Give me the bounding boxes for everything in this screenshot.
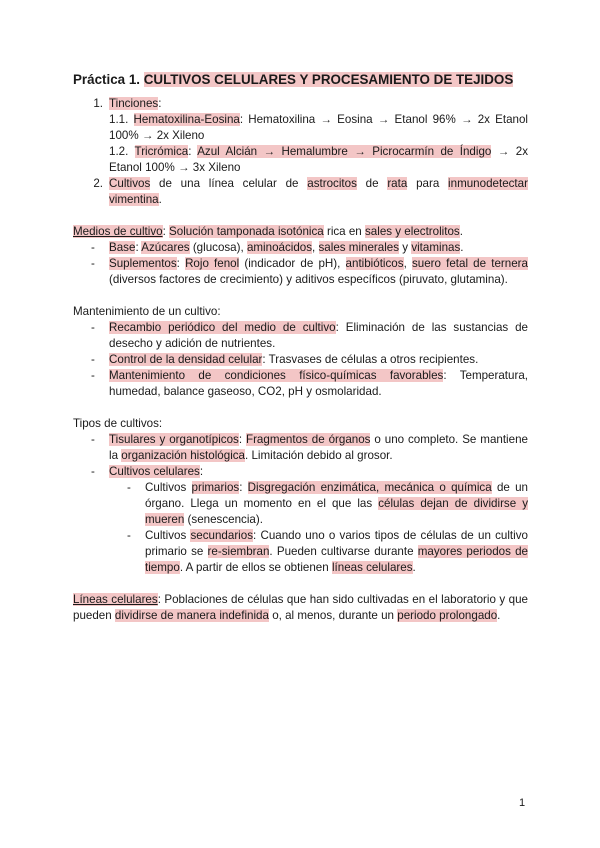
- highlight: rata: [387, 177, 408, 190]
- highlight: Fragmentos de órganos: [245, 433, 371, 446]
- text: y: [402, 241, 409, 254]
- label: Base: [109, 241, 136, 254]
- tipos-section: [73, 416, 528, 576]
- text: Limitación debido al grosor.: [251, 449, 393, 462]
- highlight: Recambio periódico del medio de cultivo: [109, 321, 336, 334]
- section-heading: Tipos de cultivos:: [73, 417, 163, 430]
- highlight: sales y electrolitos: [365, 225, 460, 238]
- list-subitem: 1.2. Tricrómica: Azul Alcián → Hemalumbre → Picrocarmín de Índigo → 2x Etanol 100% → 3x Xileno: [109, 145, 529, 174]
- subitem-number: 1.1.: [109, 113, 129, 126]
- highlight: suero fetal de ternera: [411, 257, 528, 270]
- highlight: astrocitos: [307, 177, 357, 190]
- section-heading: Líneas celulares: [73, 593, 158, 606]
- title-main: CULTIVOS CELULARES Y PROCESAMIENTO DE TEJIDOS: [143, 72, 514, 87]
- list-item: - Cultivos celulares:: [91, 465, 204, 478]
- list-item: - Base: Azúcares (glucosa), aminoácidos, sales minerales y vitaminas.: [91, 241, 464, 254]
- label: Suplementos: [109, 257, 177, 270]
- text: Cultivos: [145, 529, 187, 542]
- highlight: células dejan de dividirse y mueren: [145, 497, 528, 526]
- tinciones-label: Tinciones: [109, 97, 159, 110]
- highlight: Cultivos: [109, 177, 151, 190]
- section-heading: Medios de cultivo: [73, 225, 163, 238]
- text: rica en: [326, 225, 362, 238]
- highlight: inmunodetectar vimentina: [109, 177, 528, 206]
- text: (senescencia).: [187, 513, 263, 526]
- highlight: secundarios: [190, 529, 253, 542]
- highlight: Azúcares: [141, 241, 190, 254]
- list-number: 1.: [93, 97, 103, 110]
- medios-section: Medios de cultivo: Solución tamponada isotónica rica en sales y electrolitos. - Base: Azúcares (glucosa), aminoácidos, sales minerales y vitaminas. - Suplementos: Rojo fenol (indicador de pH), antibióticos, suero fetal de ternera (diversos factores de crecimiento) y aditivos específicos (piruvato, glutamina).: [73, 225, 528, 286]
- highlight: sales minerales: [318, 241, 400, 254]
- highlight: mayores periodos de tiempo: [145, 545, 528, 574]
- stain-sequence-highlight: Azul Alcián → Hemalumbre → Picrocarmín de Índigo: [197, 145, 492, 158]
- highlight: Rojo fenol: [185, 257, 240, 270]
- list-item: 2. Cultivos de una línea celular de astrocitos de rata para inmunodetectar vimentina.: [73, 176, 528, 208]
- text: para: [416, 177, 440, 190]
- list-subitem: - Cultivos primarios: Disgregación enzimática, mecánica o química de un órgano. Llega un momento en el que las células dejan de dividirse y mueren (senescencia).: [127, 481, 528, 526]
- highlight: dividirse de manera indefinida: [114, 609, 269, 622]
- text: Poblaciones de células que han sido cultivadas en el laboratorio y que pueden: [73, 593, 528, 622]
- highlight: líneas celulares: [331, 561, 413, 574]
- list-subitem: - Cultivos secundarios: Cuando uno o varios tipos de células de un cultivo primario se re-siembran. Pueden cultivarse durante mayores periodos de tiempo. A partir de ellos se obtienen líneas celulares.: [127, 529, 528, 574]
- text: Pueden cultivarse durante: [276, 545, 414, 558]
- mantenimiento-section: [73, 304, 528, 400]
- highlight: Control de la densidad celular: [109, 353, 263, 366]
- list-item: - Suplementos: Rojo fenol (indicador de pH), antibióticos, suero fetal de ternera (diversos factores de crecimiento) y aditivos específicos (piruvato, glutamina).: [91, 257, 528, 286]
- section-heading: Mantenimiento de un cultivo:: [73, 305, 221, 318]
- stain-name: Tricrómica: [134, 145, 189, 158]
- highlight: Solución tamponada isotónica: [169, 225, 324, 238]
- text: Cuando uno o varios tipos de células de un cultivo primario se: [145, 529, 528, 558]
- highlight: Mantenimiento de condiciones físico-químicas favorables: [109, 369, 444, 382]
- text: (diversos factores de crecimiento) y aditivos específicos (piruvato, glutamina).: [109, 273, 508, 286]
- highlight: Tisulares y organotípicos: [109, 433, 239, 446]
- highlight: Disgregación enzimática, mecánica o química: [247, 481, 492, 494]
- text: o, al menos, durante un: [272, 609, 395, 622]
- document-page: [73, 70, 528, 624]
- page-number: 1: [519, 797, 526, 809]
- text: de un órgano. Llega un momento en el que las: [145, 481, 528, 510]
- text: Eliminación de las sustancias de desecho y adición de nutrientes.: [109, 321, 529, 350]
- highlight: antibióticos: [345, 257, 404, 270]
- text: de: [365, 177, 379, 190]
- text: Temperatura, humedad, balance gaseoso, CO2, pH y osmolaridad.: [109, 369, 529, 398]
- subitem-number: 1.2.: [109, 145, 129, 158]
- list-item: - Tisulares y organotípicos: Fragmentos de órganos o uno completo. Se mantiene la organización histológica. Limitación debido al grosor.: [91, 433, 528, 462]
- title-prefix: Práctica 1.: [73, 72, 144, 87]
- stain-sequence: Hematoxilina → Eosina → Etanol 96% → 2x Etanol 100% → 2x Xileno: [109, 113, 528, 142]
- highlight: organización histológica: [121, 449, 246, 462]
- highlight: periodo prolongado: [397, 609, 498, 622]
- text: Trasvases de células a otros recipientes.: [268, 353, 479, 366]
- highlight: primarios: [191, 481, 240, 494]
- highlight: Cultivos celulares: [109, 465, 200, 478]
- highlight: aminoácidos: [246, 241, 313, 254]
- list-number: 2.: [93, 177, 103, 190]
- highlight: vitaminas: [411, 241, 461, 254]
- text: (glucosa),: [192, 241, 244, 254]
- list-item: - Recambio periódico del medio de cultivo: Eliminación de las sustancias de desecho y adición de nutrientes.: [91, 321, 529, 350]
- list-subitem: 1.1. Hematoxilina-Eosina: Hematoxilina → Eosina → Etanol 96% → 2x Etanol 100% → 2x Xileno: [109, 113, 528, 142]
- text: (indicador de pH),: [244, 257, 341, 270]
- list-item: - Mantenimiento de condiciones físico-químicas favorables: Temperatura, humedad, balance gaseoso, CO2, pH y osmolaridad.: [91, 369, 529, 398]
- stain-name: Hematoxilina-Eosina: [133, 113, 240, 126]
- stain-sequence: → 2x Etanol 100% → 3x Xileno: [109, 145, 529, 174]
- text: o uno completo. Se mantiene la: [109, 433, 528, 462]
- text: Cultivos: [145, 481, 187, 494]
- highlight: re-siembran: [207, 545, 270, 558]
- text: de una línea celular de: [159, 177, 299, 190]
- lineas-section: Líneas celulares: Poblaciones de células que han sido cultivadas en el laboratorio y que pueden dividirse de manera indefinida o, al menos, durante un periodo prolongado.: [73, 593, 528, 622]
- list-item: 1. Tinciones:: [73, 96, 528, 112]
- page-title: [73, 70, 528, 90]
- text: A partir de ellos se obtienen: [185, 561, 329, 574]
- list-item: - Control de la densidad celular: Trasvases de células a otros recipientes.: [91, 353, 479, 366]
- numbered-list: [73, 96, 528, 208]
